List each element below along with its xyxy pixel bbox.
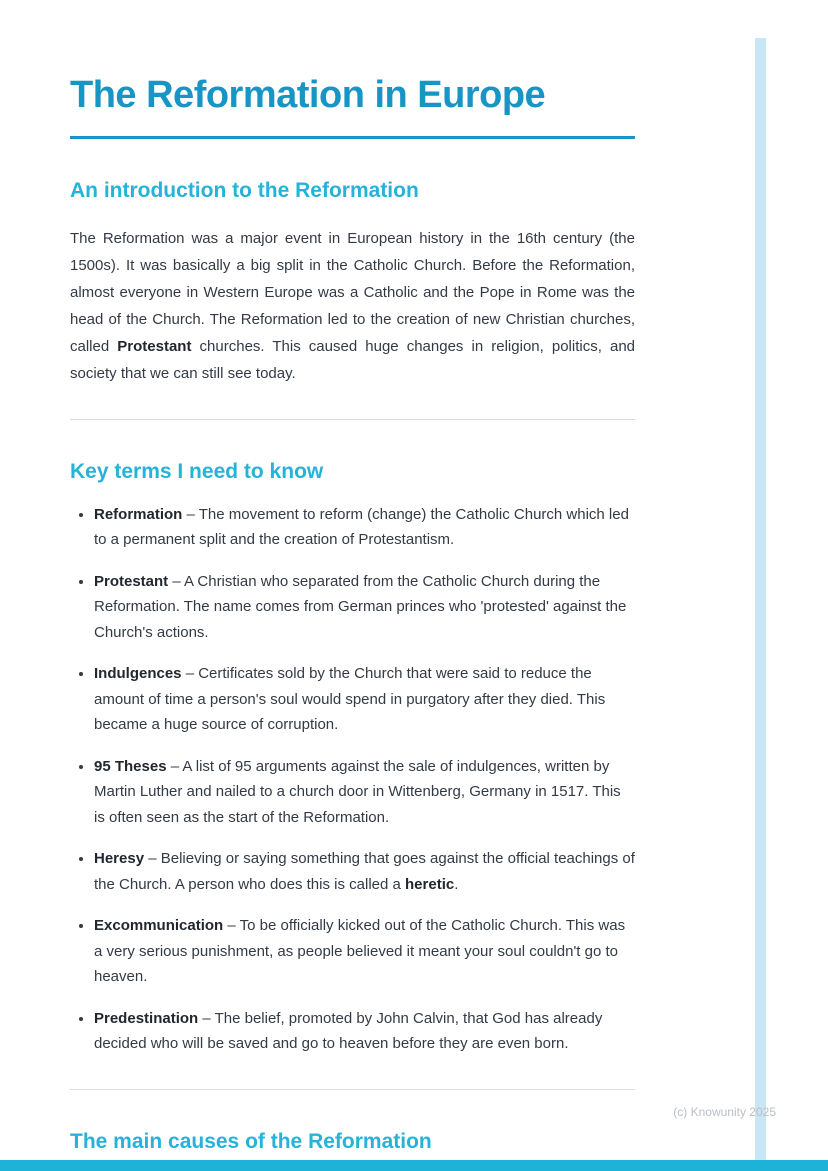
intro-bold-protestant: Protestant	[117, 337, 192, 355]
title-underline-rule	[70, 136, 635, 139]
term-label: Reformation	[94, 505, 183, 523]
intro-paragraph	[70, 225, 635, 387]
term-definition: A list of 95 arguments against the sale of indulgences, written by Martin Luther and nailed to a church door in Wittenberg, Germany in 1517. This is often seen as the start of the Reformation.	[94, 757, 621, 826]
term-label: Heresy	[94, 850, 145, 868]
term-definition: The belief, promoted by John Calvin, that God has already decided who will be saved and go to heaven before they are even born.	[94, 1009, 603, 1053]
document-content	[70, 0, 635, 1154]
intro-text-after: churches. This caused huge changes in religion, politics, and society that we can still see today.	[70, 337, 635, 382]
term-separator: –	[182, 505, 199, 523]
section-divider-2	[70, 1089, 635, 1090]
term-label: Predestination	[94, 1009, 199, 1027]
term-separator: –	[144, 850, 161, 868]
term-definition: A Christian who separated from the Catholic Church during the Reformation. The name comes from German princes who 'protested' against the Church's actions.	[94, 572, 627, 641]
list-item-predestination	[94, 1006, 635, 1057]
term-label: Indulgences	[94, 665, 182, 683]
right-accent-strip	[755, 38, 766, 1171]
term-label: Excommunication	[94, 917, 224, 935]
list-item-indulgences	[94, 661, 635, 738]
section-heading-introduction: An introduction to the Reformation	[70, 178, 419, 202]
intro-text-before: The Reformation was a major event in European history in the 16th century (the 1500s). It was basically a big split in the Catholic Church. Before the Reformation, almost everyone in Western Europe was a Catholic and the Pope in Rome was the head of the Church. The Reformation led to the creation of new Christian churches, called	[70, 229, 635, 355]
term-definition: Certificates sold by the Church that were said to reduce the amount of time a person's soul would spend in purgatory after they died. This became a huge source of corruption.	[94, 665, 606, 734]
term-bold-heretic: heretic	[405, 875, 455, 893]
term-separator: –	[223, 917, 240, 935]
list-item-reformation	[94, 502, 635, 553]
section-heading-main-causes: The main causes of the Reformation	[70, 1129, 432, 1153]
list-item-heresy	[94, 846, 635, 897]
term-definition: Believing or saying something that goes against the official teachings of the Church. A person who does this is called a	[94, 850, 635, 893]
term-definition: The movement to reform (change) the Catholic Church which led to a permanent split and the creation of Protestantism.	[94, 505, 629, 549]
list-item-excommunication	[94, 913, 635, 990]
term-separator: –	[198, 1009, 215, 1027]
list-item-95-theses	[94, 754, 635, 831]
term-definition: To be officially kicked out of the Catholic Church. This was a very serious punishment, as people believed it meant your soul couldn't go to heaven.	[94, 917, 626, 986]
key-terms-list	[70, 502, 635, 1057]
section-divider-1	[70, 419, 635, 420]
term-label: Protestant	[94, 572, 169, 590]
watermark: (c) Knowunity 2025	[673, 1105, 776, 1119]
bottom-accent-strip	[0, 1160, 828, 1171]
term-separator: –	[168, 572, 185, 590]
term-definition-after: .	[454, 875, 459, 893]
term-separator: –	[166, 757, 183, 775]
section-heading-key-terms: Key terms I need to know	[70, 459, 324, 483]
term-label: 95 Theses	[94, 757, 167, 775]
page-title: The Reformation in Europe	[70, 74, 546, 116]
list-item-protestant	[94, 569, 635, 646]
term-separator: –	[181, 665, 199, 683]
